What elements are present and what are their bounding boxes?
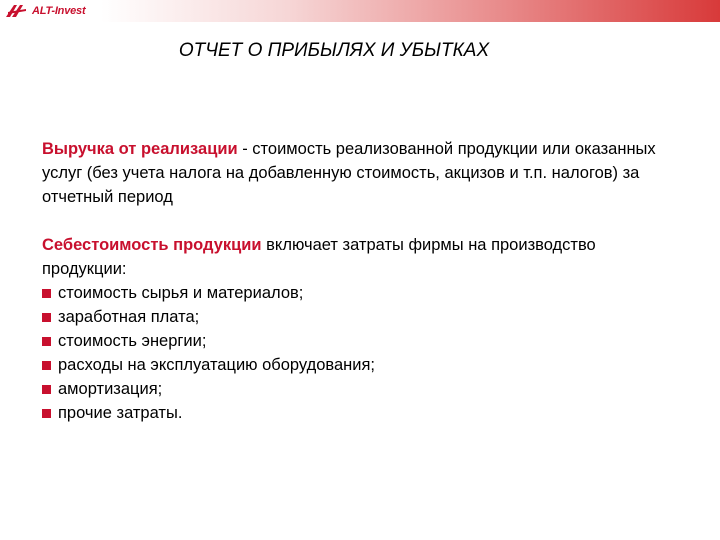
list-item-text: прочие затраты.	[58, 404, 183, 422]
cost-term: Себестоимость продукции	[42, 236, 262, 254]
square-bullet-icon	[42, 313, 51, 322]
list-item	[42, 305, 682, 329]
cost-items-list	[42, 281, 682, 425]
list-item-text: стоимость энергии;	[58, 332, 207, 350]
revenue-term: Выручка от реализации	[42, 140, 238, 158]
list-item	[42, 353, 682, 377]
logo-text: ALT-Invest	[32, 5, 86, 17]
list-item-text: заработная плата;	[58, 308, 200, 326]
revenue-paragraph	[42, 137, 682, 209]
list-item-text: амортизация;	[58, 380, 163, 398]
square-bullet-icon	[42, 385, 51, 394]
square-bullet-icon	[42, 361, 51, 370]
list-item	[42, 401, 682, 425]
square-bullet-icon	[42, 289, 51, 298]
list-item	[42, 281, 682, 305]
square-bullet-icon	[42, 409, 51, 418]
list-item-text: расходы на эксплуатацию оборудования;	[58, 356, 376, 374]
list-item	[42, 329, 682, 353]
cost-definition: включает затраты фирмы на производство продукции:	[42, 236, 596, 278]
list-item	[42, 377, 682, 401]
list-item-text: стоимость сырья и материалов;	[58, 284, 304, 302]
page-title: ОТЧЕТ О ПРИБЫЛЯХ И УБЫТКАХ	[178, 40, 490, 61]
header-band	[0, 0, 720, 22]
alt-invest-logo-icon	[4, 3, 30, 19]
cost-paragraph	[42, 233, 682, 425]
revenue-definition: - стоимость реализованной продукции или оказанных услуг (без учета налога на добавленную стоимость, акцизов и т.п. налогов) за отчетный период	[42, 140, 656, 206]
company-logo	[4, 3, 85, 19]
slide-content	[42, 137, 682, 425]
square-bullet-icon	[42, 337, 51, 346]
